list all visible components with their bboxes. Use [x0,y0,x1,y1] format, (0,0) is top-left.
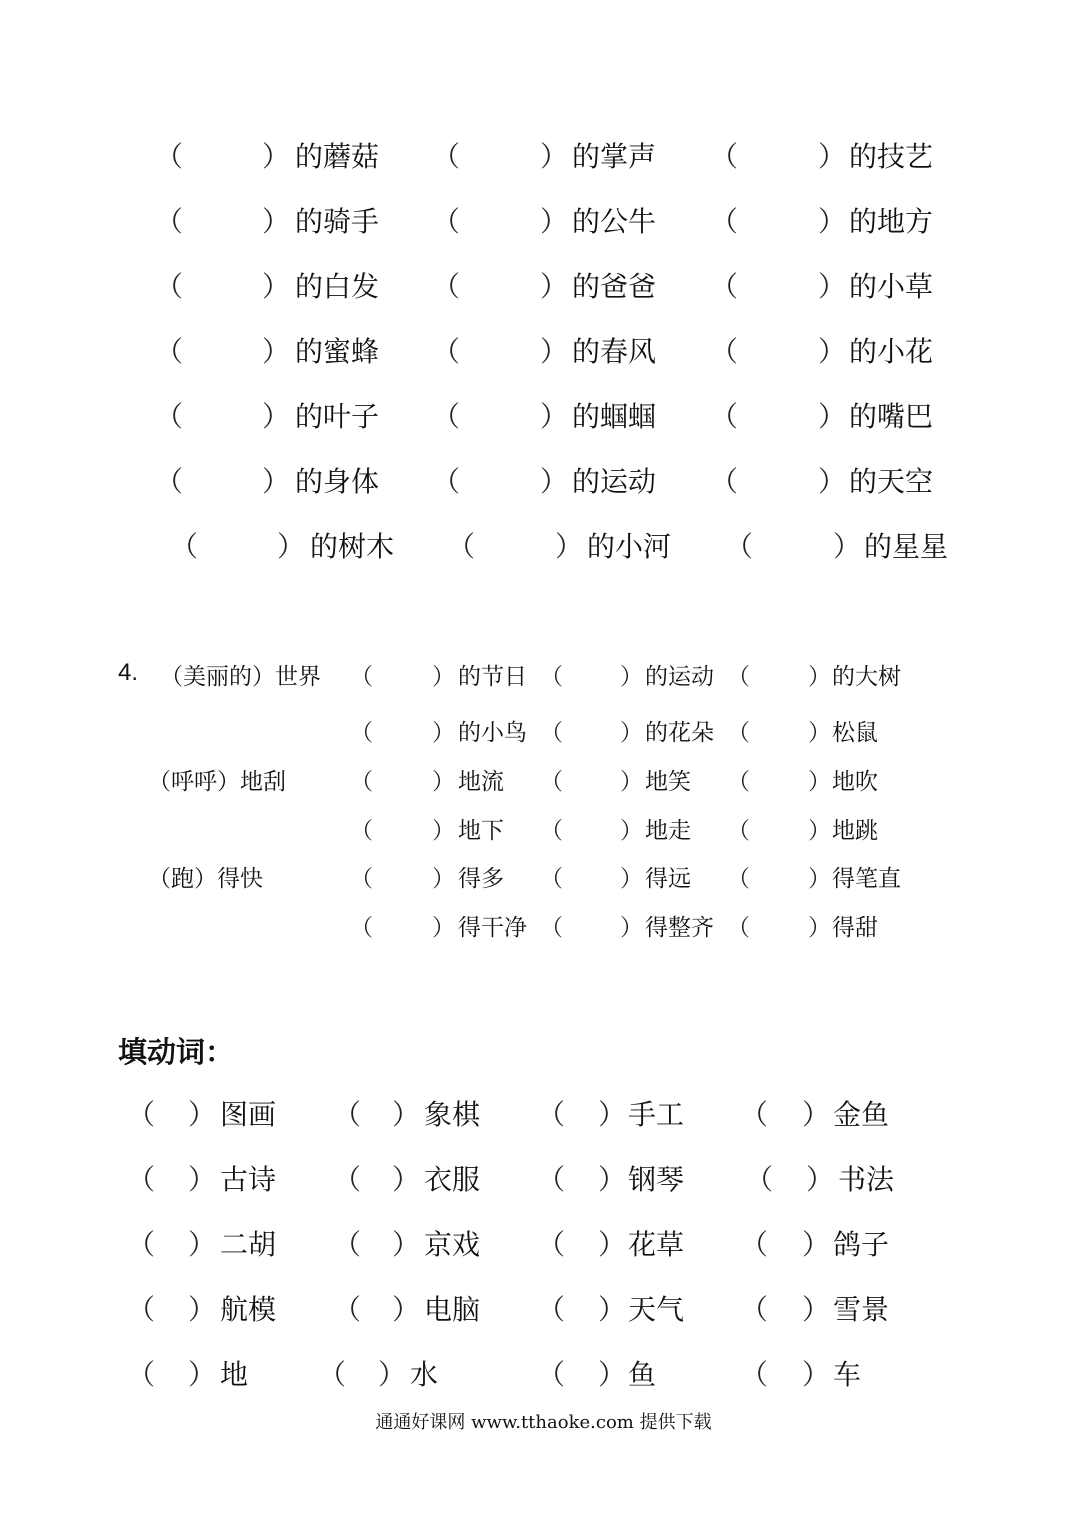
phrase-word: 的蘑菇 [295,140,380,173]
close-paren: ） [540,465,569,498]
close-paren: ） [598,1293,627,1326]
verb-object-word: 古诗 [220,1163,277,1196]
close-paren: ） [620,866,643,892]
open-paren: （ [710,140,739,173]
open-paren: （ [432,205,461,238]
close-paren: ） [555,530,584,563]
open-paren: （ [727,818,750,844]
open-paren: （ [127,1293,156,1326]
open-paren: （ [537,1163,566,1196]
open-paren: （ [710,270,739,303]
phrase-word: 的蝈蝈 [572,400,657,433]
close-paren: ） [188,1358,217,1391]
verb-object-word: 车 [833,1358,862,1391]
phrase-word: 松鼠 [832,720,878,746]
open-paren: （ [537,1228,566,1261]
open-paren: （ [432,465,461,498]
close-paren: ） [620,769,643,795]
phrase-word: 的公牛 [572,205,657,238]
verb-object-word: 手工 [628,1098,685,1131]
verb-object-word: 天气 [628,1293,685,1326]
phrase-word: 的叶子 [295,400,380,433]
close-paren: ） [806,1163,835,1196]
verb-object-word: 鸽子 [833,1228,890,1261]
phrase-word: 的掌声 [572,140,657,173]
phrase-word: 的地方 [849,205,934,238]
phrase-word: 的白发 [295,270,380,303]
example-label: （呼呼）地刮 [148,769,286,795]
close-paren: ） [802,1293,831,1326]
open-paren: （ [350,664,373,690]
phrase-word: 得甜 [832,915,878,941]
footer-text: 通通好课网 www.tthaoke.com 提供下载 [375,1412,712,1433]
close-paren: ） [598,1098,627,1131]
close-paren: ） [818,270,847,303]
phrase-word: 的嘴巴 [849,400,934,433]
open-paren: （ [447,530,476,563]
open-paren: （ [155,335,184,368]
open-paren: （ [155,400,184,433]
open-paren: （ [540,769,563,795]
close-paren: ） [378,1358,407,1391]
close-paren: ） [818,335,847,368]
close-paren: ） [540,270,569,303]
open-paren: （ [127,1358,156,1391]
open-paren: （ [350,915,373,941]
close-paren: ） [540,205,569,238]
phrase-word: 的小花 [849,335,934,368]
phrase-word: 的蜜蜂 [295,335,380,368]
verb-object-word: 衣服 [424,1163,481,1196]
open-paren: （ [740,1358,769,1391]
close-paren: ） [277,530,306,563]
open-paren: （ [740,1293,769,1326]
close-paren: ） [432,818,455,844]
open-paren: （ [432,270,461,303]
close-paren: ） [188,1098,217,1131]
phrase-word: 的星星 [864,530,949,563]
phrase-word: 地吹 [832,769,878,795]
phrase-word: 地流 [458,769,504,795]
open-paren: （ [333,1098,362,1131]
open-paren: （ [537,1358,566,1391]
question-number: 4. [118,659,139,686]
close-paren: ） [818,140,847,173]
open-paren: （ [727,720,750,746]
close-paren: ） [808,769,831,795]
verb-object-word: 二胡 [220,1228,277,1261]
phrase-word: 的节日 [458,664,527,690]
phrase-word: 得笔直 [832,866,901,892]
close-paren: ） [802,1358,831,1391]
close-paren: ） [808,915,831,941]
open-paren: （ [540,664,563,690]
open-paren: （ [727,915,750,941]
phrase-word: 的运动 [645,664,714,690]
example-label: （跑）得快 [148,866,263,892]
close-paren: ） [802,1228,831,1261]
open-paren: （ [537,1293,566,1326]
close-paren: ） [620,664,643,690]
open-paren: （ [540,818,563,844]
close-paren: ） [262,140,291,173]
phrase-word: 地跳 [832,818,878,844]
close-paren: ） [262,465,291,498]
close-paren: ） [808,818,831,844]
close-paren: ） [432,915,455,941]
phrase-word: 的春风 [572,335,657,368]
open-paren: （ [127,1163,156,1196]
close-paren: ） [262,270,291,303]
phrase-word: 的骑手 [295,205,380,238]
section-heading: 填动词： [118,1035,235,1069]
phrase-word: 的天空 [849,465,934,498]
close-paren: ） [818,400,847,433]
open-paren: （ [350,720,373,746]
close-paren: ） [540,140,569,173]
phrase-word: 的运动 [572,465,657,498]
close-paren: ） [432,664,455,690]
close-paren: ） [262,205,291,238]
close-paren: ） [818,465,847,498]
open-paren: （ [725,530,754,563]
close-paren: ） [802,1098,831,1131]
open-paren: （ [318,1358,347,1391]
phrase-word: 地走 [645,818,691,844]
open-paren: （ [333,1163,362,1196]
close-paren: ） [598,1358,627,1391]
open-paren: （ [170,530,199,563]
open-paren: （ [710,335,739,368]
close-paren: ） [598,1163,627,1196]
open-paren: （ [727,769,750,795]
close-paren: ） [833,530,862,563]
close-paren: ） [262,335,291,368]
verb-object-word: 航模 [220,1293,277,1326]
verb-object-word: 图画 [220,1098,277,1131]
phrase-word: 得远 [645,866,691,892]
phrase-word: 的树木 [310,530,395,563]
open-paren: （ [350,769,373,795]
verb-object-word: 雪景 [833,1293,890,1326]
open-paren: （ [727,664,750,690]
close-paren: ） [432,866,455,892]
open-paren: （ [537,1098,566,1131]
open-paren: （ [350,818,373,844]
open-paren: （ [540,915,563,941]
open-paren: （ [333,1293,362,1326]
phrase-word: 的技艺 [849,140,934,173]
example-label: （美丽的）世界 [160,664,321,690]
open-paren: （ [540,720,563,746]
open-paren: （ [740,1098,769,1131]
close-paren: ） [808,664,831,690]
open-paren: （ [710,205,739,238]
open-paren: （ [710,465,739,498]
open-paren: （ [155,465,184,498]
close-paren: ） [540,335,569,368]
phrase-word: 得干净 [458,915,527,941]
close-paren: ） [188,1163,217,1196]
verb-object-word: 花草 [628,1228,685,1261]
verb-object-word: 电脑 [424,1293,481,1326]
phrase-word: 的爸爸 [572,270,657,303]
phrase-word: 的花朵 [645,720,714,746]
open-paren: （ [127,1098,156,1131]
phrase-word: 的小鸟 [458,720,527,746]
phrase-word: 的小草 [849,270,934,303]
phrase-word: 得多 [458,866,504,892]
open-paren: （ [333,1228,362,1261]
phrase-word: 地笑 [645,769,691,795]
verb-object-word: 钢琴 [628,1163,685,1196]
open-paren: （ [727,866,750,892]
close-paren: ） [540,400,569,433]
close-paren: ） [392,1228,421,1261]
phrase-word: 的小河 [587,530,672,563]
open-paren: （ [155,270,184,303]
close-paren: ） [808,866,831,892]
close-paren: ） [808,720,831,746]
open-paren: （ [740,1228,769,1261]
open-paren: （ [745,1163,774,1196]
open-paren: （ [155,140,184,173]
phrase-word: 得整齐 [645,915,714,941]
verb-object-word: 书法 [838,1163,895,1196]
phrase-word: 地下 [458,818,504,844]
open-paren: （ [432,400,461,433]
open-paren: （ [432,140,461,173]
phrase-word: 的身体 [295,465,380,498]
verb-object-word: 地 [220,1358,249,1391]
open-paren: （ [540,866,563,892]
open-paren: （ [127,1228,156,1261]
verb-object-word: 京戏 [424,1228,481,1261]
close-paren: ） [620,915,643,941]
close-paren: ） [818,205,847,238]
verb-object-word: 象棋 [424,1098,481,1131]
close-paren: ） [188,1293,217,1326]
close-paren: ） [392,1293,421,1326]
close-paren: ） [432,720,455,746]
close-paren: ） [620,818,643,844]
open-paren: （ [710,400,739,433]
verb-object-word: 鱼 [628,1358,657,1391]
close-paren: ） [620,720,643,746]
close-paren: ） [392,1163,421,1196]
open-paren: （ [432,335,461,368]
verb-object-word: 水 [410,1358,439,1391]
open-paren: （ [155,205,184,238]
open-paren: （ [350,866,373,892]
phrase-word: 的大树 [832,664,901,690]
close-paren: ） [392,1098,421,1131]
close-paren: ） [432,769,455,795]
verb-object-word: 金鱼 [833,1098,890,1131]
close-paren: ） [598,1228,627,1261]
close-paren: ） [188,1228,217,1261]
close-paren: ） [262,400,291,433]
